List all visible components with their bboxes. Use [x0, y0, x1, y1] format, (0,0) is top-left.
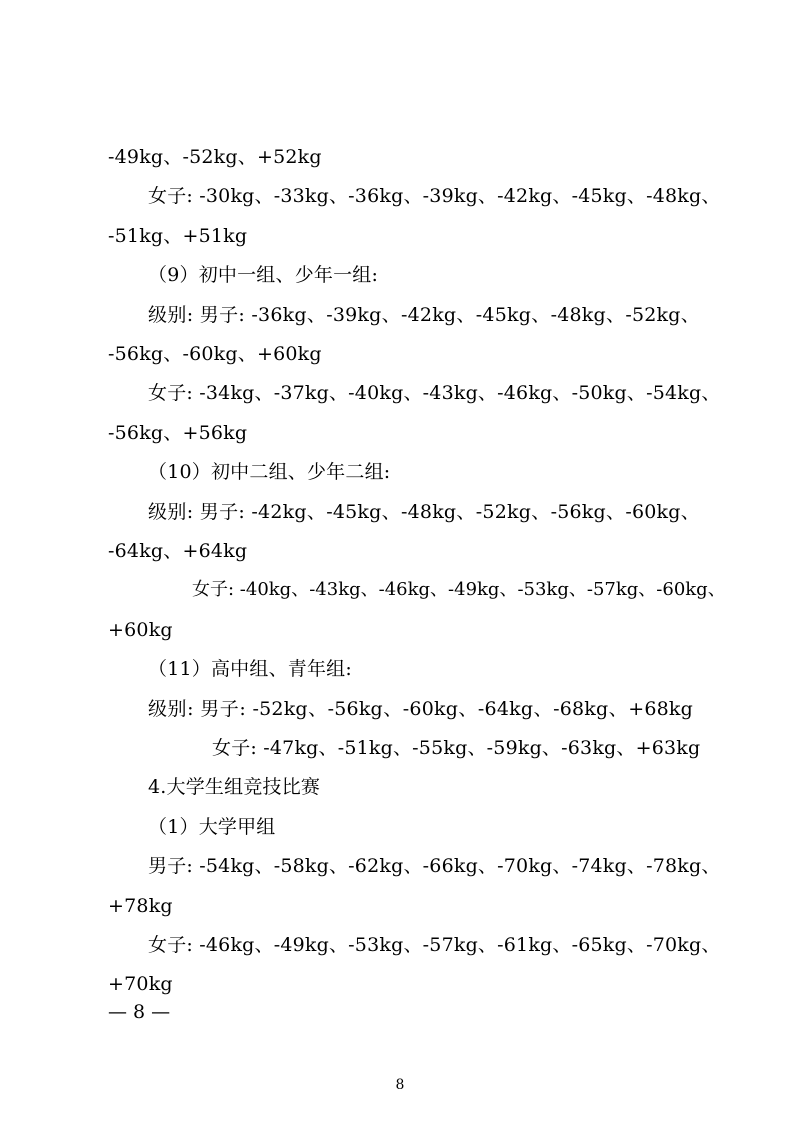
text-line-1: -49kg、-52kg、+52kg [108, 146, 322, 168]
footer-page-mark: — 8 — [108, 1001, 171, 1023]
text-line-3: -51kg、+51kg [108, 225, 248, 247]
text-line-15: 级别: 男子: -52kg、-56kg、-60kg、-64kg、-68kg、+68kg [148, 698, 693, 720]
section-heading-10: （10）初中二组、少年二组: [148, 461, 391, 483]
section-heading-9: （9）初中一组、少年一组: [148, 264, 379, 286]
text-line-11: -64kg、+64kg [108, 540, 248, 562]
text-line-19: 男子: -54kg、-58kg、-62kg、-66kg、-70kg、-74kg、-78kg、 [148, 855, 721, 877]
text-line-20: +78kg [108, 895, 173, 917]
text-line-12: 女子: -40kg、-43kg、-46kg、-49kg、-53kg、-57kg、-60kg、 [192, 579, 726, 600]
text-line-10: 级别: 男子: -42kg、-45kg、-48kg、-52kg、-56kg、-60kg、 [148, 501, 700, 523]
text-line-6: -56kg、-60kg、+60kg [108, 343, 322, 365]
section-heading-4: 4.大学生组竞技比赛 [148, 776, 321, 798]
text-line-13: +60kg [108, 619, 173, 641]
section-heading-1: （1）大学甲组 [148, 816, 276, 838]
text-line-5: 级别: 男子: -36kg、-39kg、-42kg、-45kg、-48kg、-52kg、 [148, 304, 700, 326]
text-line-22: +70kg [108, 973, 173, 995]
text-line-2: 女子: -30kg、-33kg、-36kg、-39kg、-42kg、-45kg、-48kg、 [148, 185, 721, 207]
section-heading-11: （11）高中组、青年组: [148, 658, 352, 680]
text-line-21: 女子: -46kg、-49kg、-53kg、-57kg、-61kg、-65kg、-70kg、 [148, 934, 721, 956]
text-line-16: 女子: -47kg、-51kg、-55kg、-59kg、-63kg、+63kg [212, 737, 701, 759]
text-line-7: 女子: -34kg、-37kg、-40kg、-43kg、-46kg、-50kg、-54kg、 [148, 382, 721, 404]
text-line-8: -56kg、+56kg [108, 422, 248, 444]
page-number: 8 [395, 1077, 405, 1093]
